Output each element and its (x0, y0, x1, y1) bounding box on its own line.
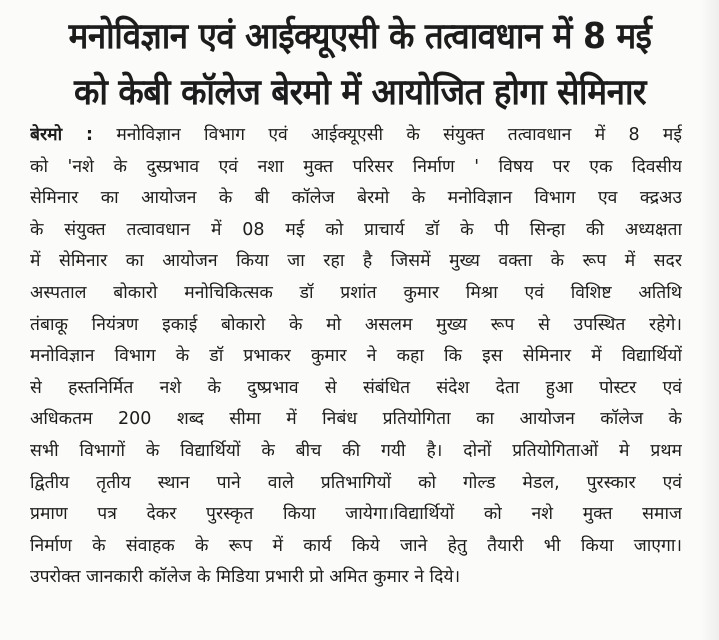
article-line-12: द्वितीय तृतीय स्थान पाने वाले प्रतिभागियों को गोल्ड मेडल, पुरस्कार एवं (30, 472, 682, 493)
dateline: बेरमो : (30, 125, 93, 145)
article-line-13: प्रमाण पत्र देकर पुरस्कृत किया जायेगा।विद्यार्थियों को नशे मुक्त समाज (30, 504, 682, 525)
previous-article-cut-edge (40, 0, 560, 7)
article-line-6: अस्पताल बोकारो मनोचिकित्सक डॉ प्रशांत कुमार मिश्रा एवं विशिष्ट अतिथि (30, 282, 682, 303)
article-body (30, 120, 682, 594)
article-line-14: निर्माण के संवाहक के रूप में कार्य किये जाने हेतु तैयारी भी किया जाएगा। (30, 535, 682, 556)
headline (10, 8, 710, 120)
article-line-5: में सेमिनार का आयोजन किया जा रहा है जिसमें मुख्य वक्ता के रूप में सदर (30, 251, 682, 272)
article-line-8: मनोविज्ञान विभाग के डॉ प्रभाकर कुमार ने कहा कि इस सेमिनार में विद्यार्थियों (30, 346, 682, 367)
article-line-9: से हस्तनिर्मित नशे के दुष्प्रभाव से संबंधित संदेश देता हुआ पोस्टर एवं (30, 377, 682, 398)
article-line-11: सभी विभागों के विद्यार्थियों के बीच की गयी है। दोनों प्रतियोगिताओं मे प्रथम (30, 440, 682, 461)
article-line-10: अधिकतम 200 शब्द सीमा में निबंध प्रतियोगिता का आयोजन कॉलेज के (30, 409, 682, 430)
article-line-15: उपरोक्त जानकारी कॉलेज के मिडिया प्रभारी प्रो अमित कुमार ने दिये। (30, 567, 461, 588)
article-line-1-text: मनोविज्ञान विभाग एवं आईक्यूएसी के संयुक्त तत्वावधान में 8 मई (116, 125, 682, 145)
headline-line-1: मनोविज्ञान एवं आईक्यूएसी के तत्वावधान में 8 मई (68, 14, 652, 57)
article-line-1 (30, 120, 682, 152)
article-line-7: तंबाकू नियंत्रण इकाई बोकारो के मो असलम मुख्य रूप से उपस्थित रहेगे। (30, 314, 682, 335)
paper-fold-shadow (701, 0, 719, 640)
article-line-2: को 'नशे के दुस्प्रभाव एवं नशा मुक्त परिसर निर्माण ' विषय पर एक दिवसीय (30, 156, 682, 177)
article-line-4: के संयुक्त तत्वावधान में 08 मई को प्राचार्य डॉ के पी सिन्हा की अध्यक्षता (30, 219, 682, 240)
article-line-3: सेमिनार का आयोजन के बी कॉलेज बेरमो के मनोविज्ञान विभाग एव क्द्रअउ (30, 188, 682, 209)
headline-line-2: को केबी कॉलेज बेरमो में आयोजित होगा सेमिनार (73, 70, 647, 113)
